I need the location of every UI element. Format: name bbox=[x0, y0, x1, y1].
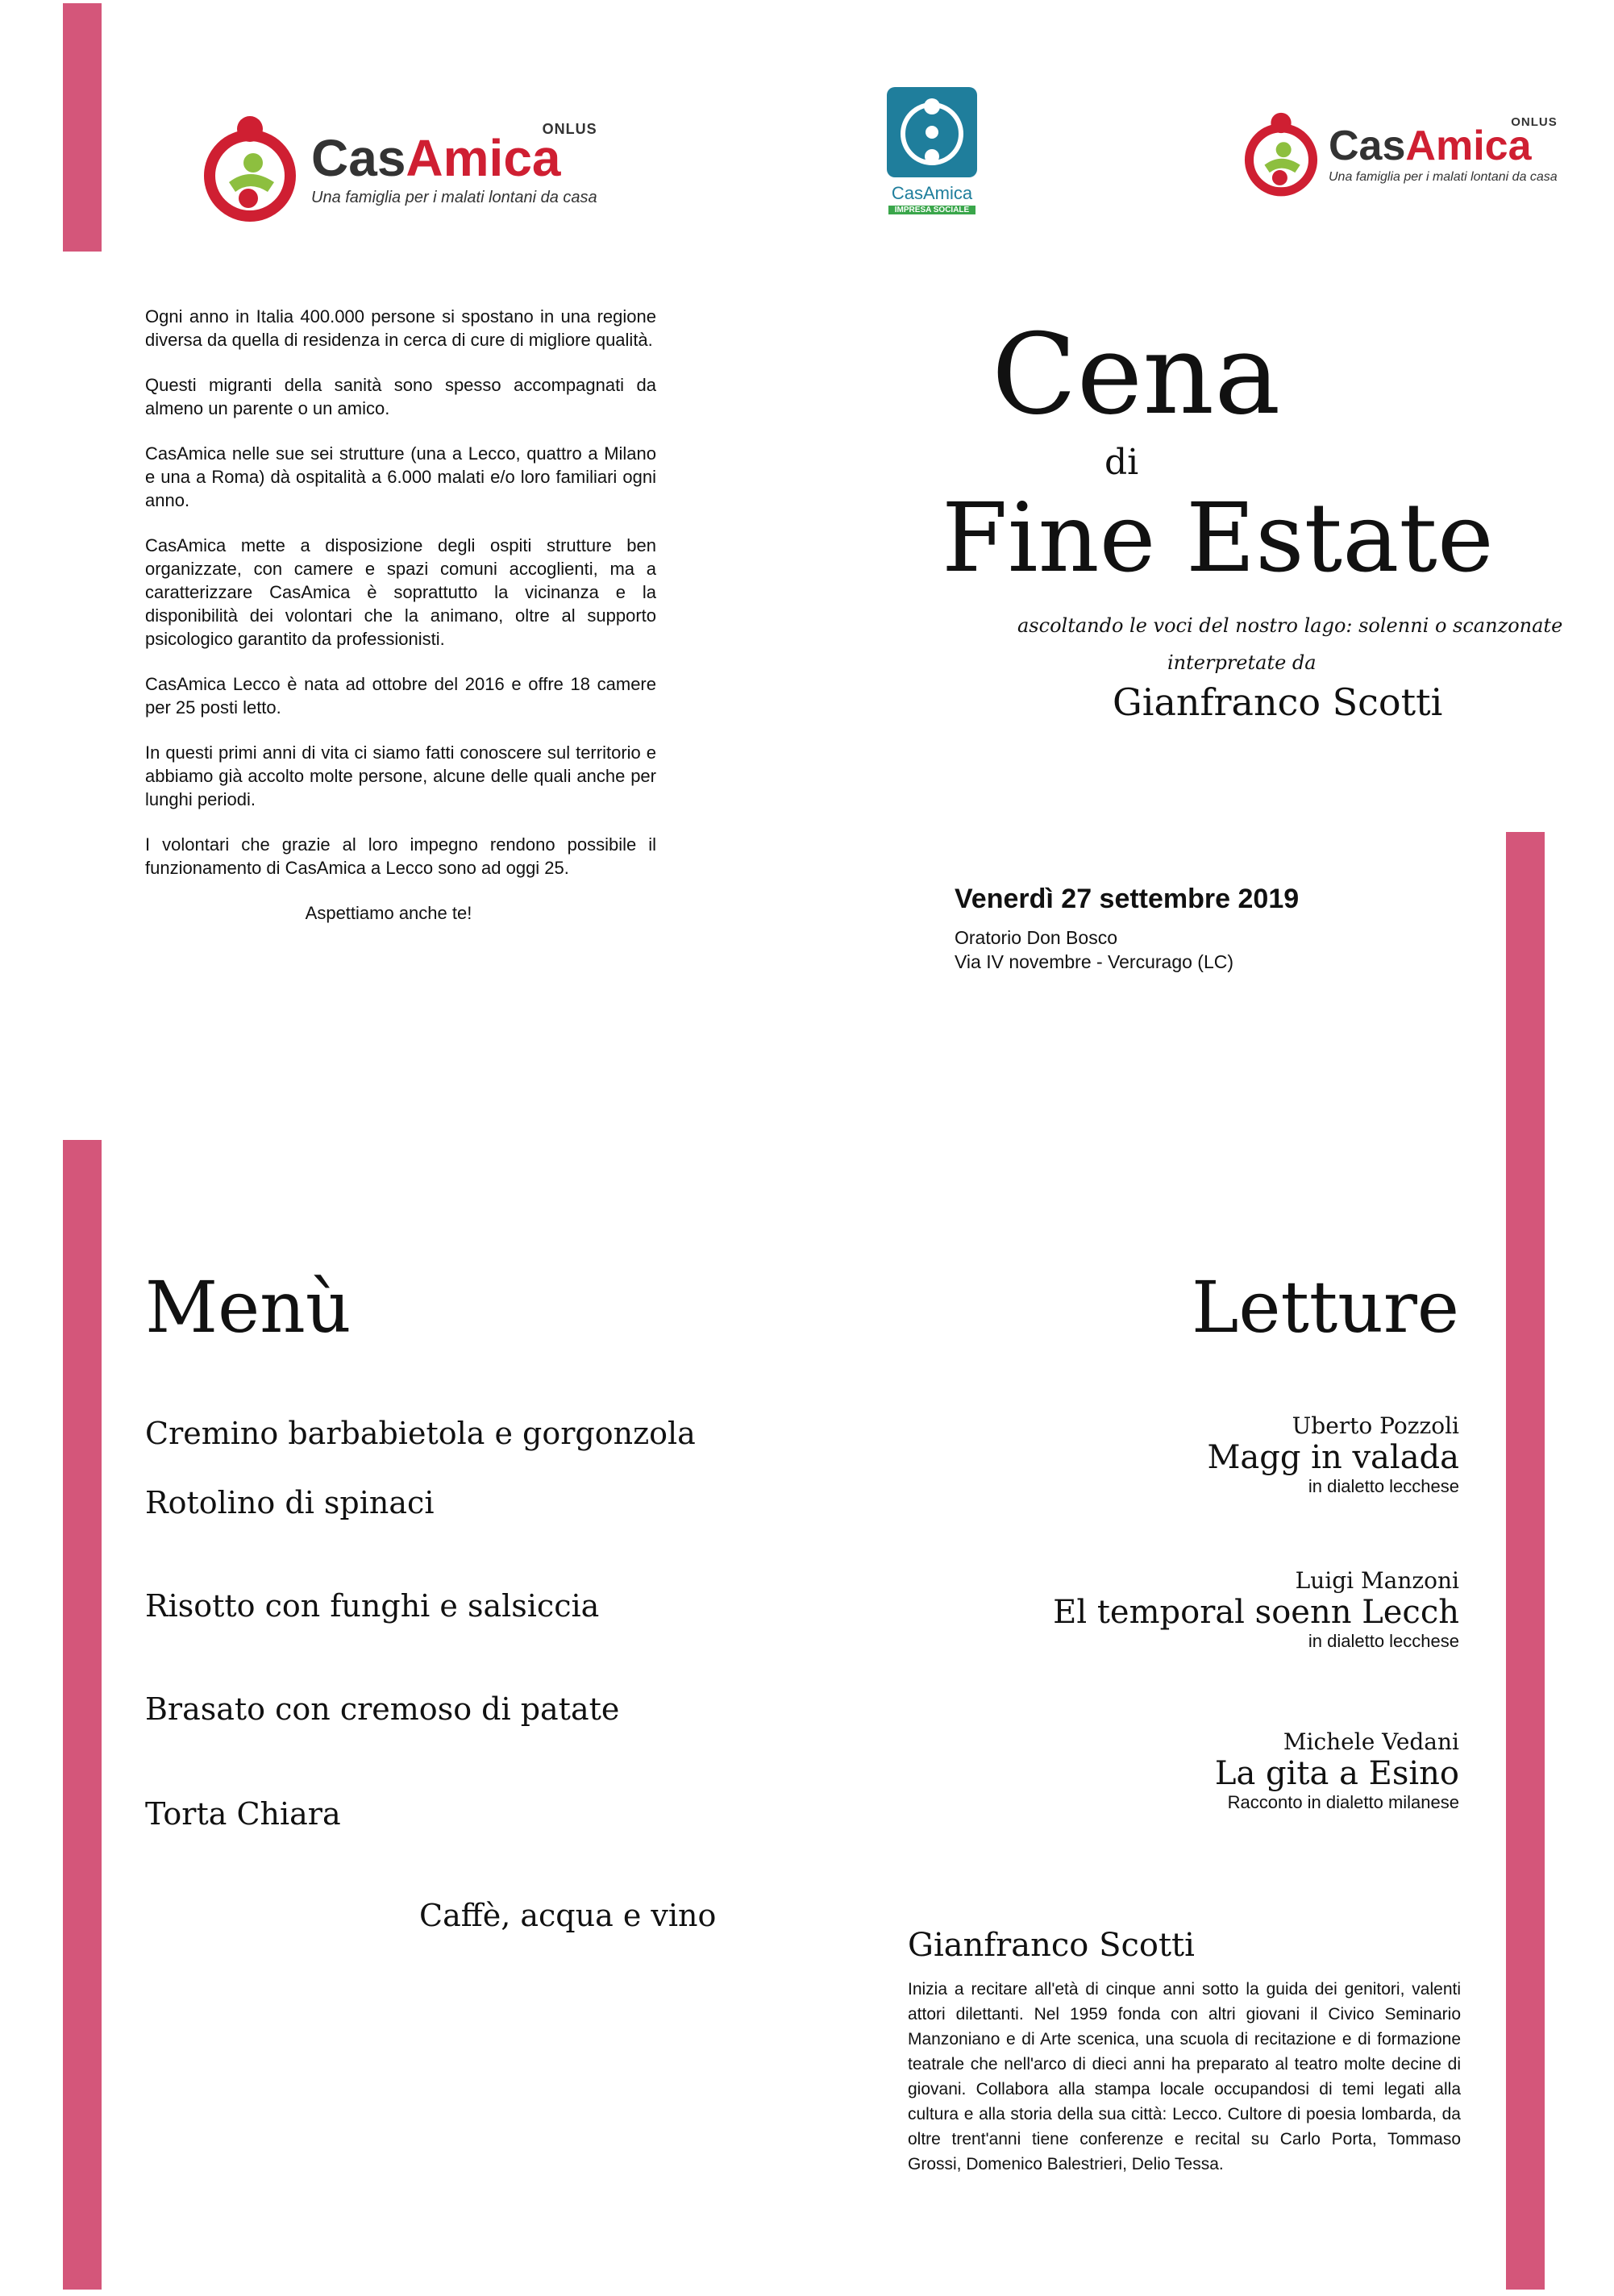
logo-brand-cas: Cas bbox=[311, 128, 406, 187]
intro-paragraph: CasAmica Lecco è nata ad ottobre del 2016 e offre 18 camere per 25 posti letto. bbox=[145, 674, 656, 718]
menu-heading: Menù bbox=[145, 1266, 352, 1349]
logo-onlus: ONLUS bbox=[542, 120, 597, 137]
reading-title: El temporal soenn Lecch bbox=[1053, 1594, 1459, 1631]
event-title-line1: Cena bbox=[992, 310, 1281, 439]
bio-name: Gianfranco Scotti bbox=[908, 1927, 1195, 1964]
menu-item: Risotto con funghi e salsiccia bbox=[145, 1588, 600, 1624]
bio-text: Inizia a recitare all'età di cinque anni sotto la guida dei genitori, valenti attori dilettanti. Nel 1959 fonda con altri giovani il Civico Seminario Manzoniano e di Arte scenica, una scuola di recitazione e di formazione teatrale che nell'arco di dieci anni ha preparato al teatro molte decine di giovani. Collabora alla stampa locale occupandosi di temi legati alla cultura e alla storia della sua città: Lecco. Cultore di poesia lombarda, da oltre trent'anni tiene conferenze e recital su Carlo Porta, Tommaso Grossi, Domenico Balestrieri, Delio Tessa. bbox=[908, 1980, 1461, 2173]
logo-brand-amica: Amica bbox=[406, 128, 561, 187]
reading-item bbox=[1215, 1728, 1459, 1813]
reading-item bbox=[1053, 1567, 1459, 1652]
logo-brand-cas: Cas bbox=[1329, 123, 1406, 169]
intro-text bbox=[145, 305, 656, 946]
center-logo-name: CasAmica bbox=[891, 183, 973, 203]
event-subtitle: ascoltando le voci del nostro lago: solenni o scanzonate bbox=[1017, 614, 1563, 637]
reading-author: Uberto Pozzoli bbox=[1292, 1412, 1459, 1439]
reading-note: in dialetto lecchese bbox=[1308, 1631, 1459, 1651]
event-subtitle-interpretate: interpretate da bbox=[1167, 651, 1317, 674]
reading-item bbox=[1207, 1412, 1459, 1497]
decorative-bar-top-left bbox=[63, 3, 102, 252]
menu-item: Cremino barbabietola e gorgonzola bbox=[145, 1416, 696, 1451]
intro-paragraph: CasAmica nelle sue sei strutture (una a Lecco, quattro a Milano e una a Roma) dà ospitalità a 6.000 malati e/o loro familiari ogni anno. bbox=[145, 443, 656, 510]
intro-paragraph: Ogni anno in Italia 400.000 persone si spostano in una regione diversa da quella di residenza in cerca di cure di migliore qualità. bbox=[145, 306, 656, 350]
menu-drinks: Caffè, acqua e vino bbox=[419, 1898, 717, 1933]
logo-tagline: Una famiglia per i malati lontani da casa bbox=[311, 188, 597, 206]
casamica-logo-right bbox=[1242, 110, 1558, 200]
decorative-bar-bottom-left bbox=[63, 1140, 102, 2290]
intro-paragraph: CasAmica mette a disposizione degli ospiti strutture ben organizzate, con camere e spazi comuni accoglienti, ma a caratterizzare CasAmica è soprattutto la vicinanza e la disponibilità dei volontari che la animano, oltre al supporto psicologico garantito da professionisti. bbox=[145, 535, 656, 649]
impresa-sociale-emblem-icon bbox=[887, 87, 977, 177]
menu-item: Brasato con cremoso di patate bbox=[145, 1691, 620, 1727]
casamica-emblem-icon bbox=[200, 113, 300, 226]
reading-note: in dialetto lecchese bbox=[1308, 1476, 1459, 1496]
logo-brand-amica: Amica bbox=[1405, 123, 1532, 169]
intro-paragraph: In questi primi anni di vita ci siamo fatti conoscere sul territorio e abbiamo già accolto molte persone, alcune delle quali anche per lunghi periodi. bbox=[145, 742, 656, 809]
intro-paragraph: I volontari che grazie al loro impegno rendono possibile il funzionamento di CasAmica a Lecco sono ad oggi 25. bbox=[145, 834, 656, 878]
logo-onlus: ONLUS bbox=[1511, 115, 1558, 129]
intro-paragraph: Questi migranti della sanità sono spesso accompagnati da almeno un parente o un amico. bbox=[145, 375, 656, 418]
event-title-di: di bbox=[1104, 442, 1139, 483]
event-performer: Gianfranco Scotti bbox=[1113, 680, 1443, 724]
casamica-logo-left bbox=[200, 113, 597, 226]
casamica-emblem-icon bbox=[1242, 110, 1321, 200]
center-logo-sub: IMPRESA SOCIALE bbox=[888, 206, 975, 214]
reading-note: Racconto in dialetto milanese bbox=[1227, 1792, 1459, 1812]
reading-title: Magg in valada bbox=[1207, 1439, 1459, 1476]
event-title-line2: Fine Estate bbox=[942, 482, 1494, 593]
casamica-impresa-sociale-logo bbox=[884, 87, 980, 214]
logo-tagline: Una famiglia per i malati lontani da casa bbox=[1329, 170, 1558, 184]
menu-item: Rotolino di spinaci bbox=[145, 1485, 435, 1520]
event-address: Via IV novembre - Vercurago (LC) bbox=[955, 951, 1234, 972]
readings-heading: Letture bbox=[1191, 1266, 1459, 1349]
event-date: Venerdì 27 settembre 2019 bbox=[955, 884, 1300, 914]
decorative-bar-right bbox=[1506, 832, 1545, 2290]
reading-title: La gita a Esino bbox=[1214, 1755, 1459, 1792]
intro-closing: Aspettiamo anche te! bbox=[305, 903, 472, 923]
event-venue: Oratorio Don Bosco bbox=[955, 927, 1117, 948]
menu-item: Torta Chiara bbox=[145, 1796, 341, 1832]
reading-author: Luigi Manzoni bbox=[1295, 1567, 1459, 1594]
reading-author: Michele Vedani bbox=[1283, 1728, 1459, 1755]
